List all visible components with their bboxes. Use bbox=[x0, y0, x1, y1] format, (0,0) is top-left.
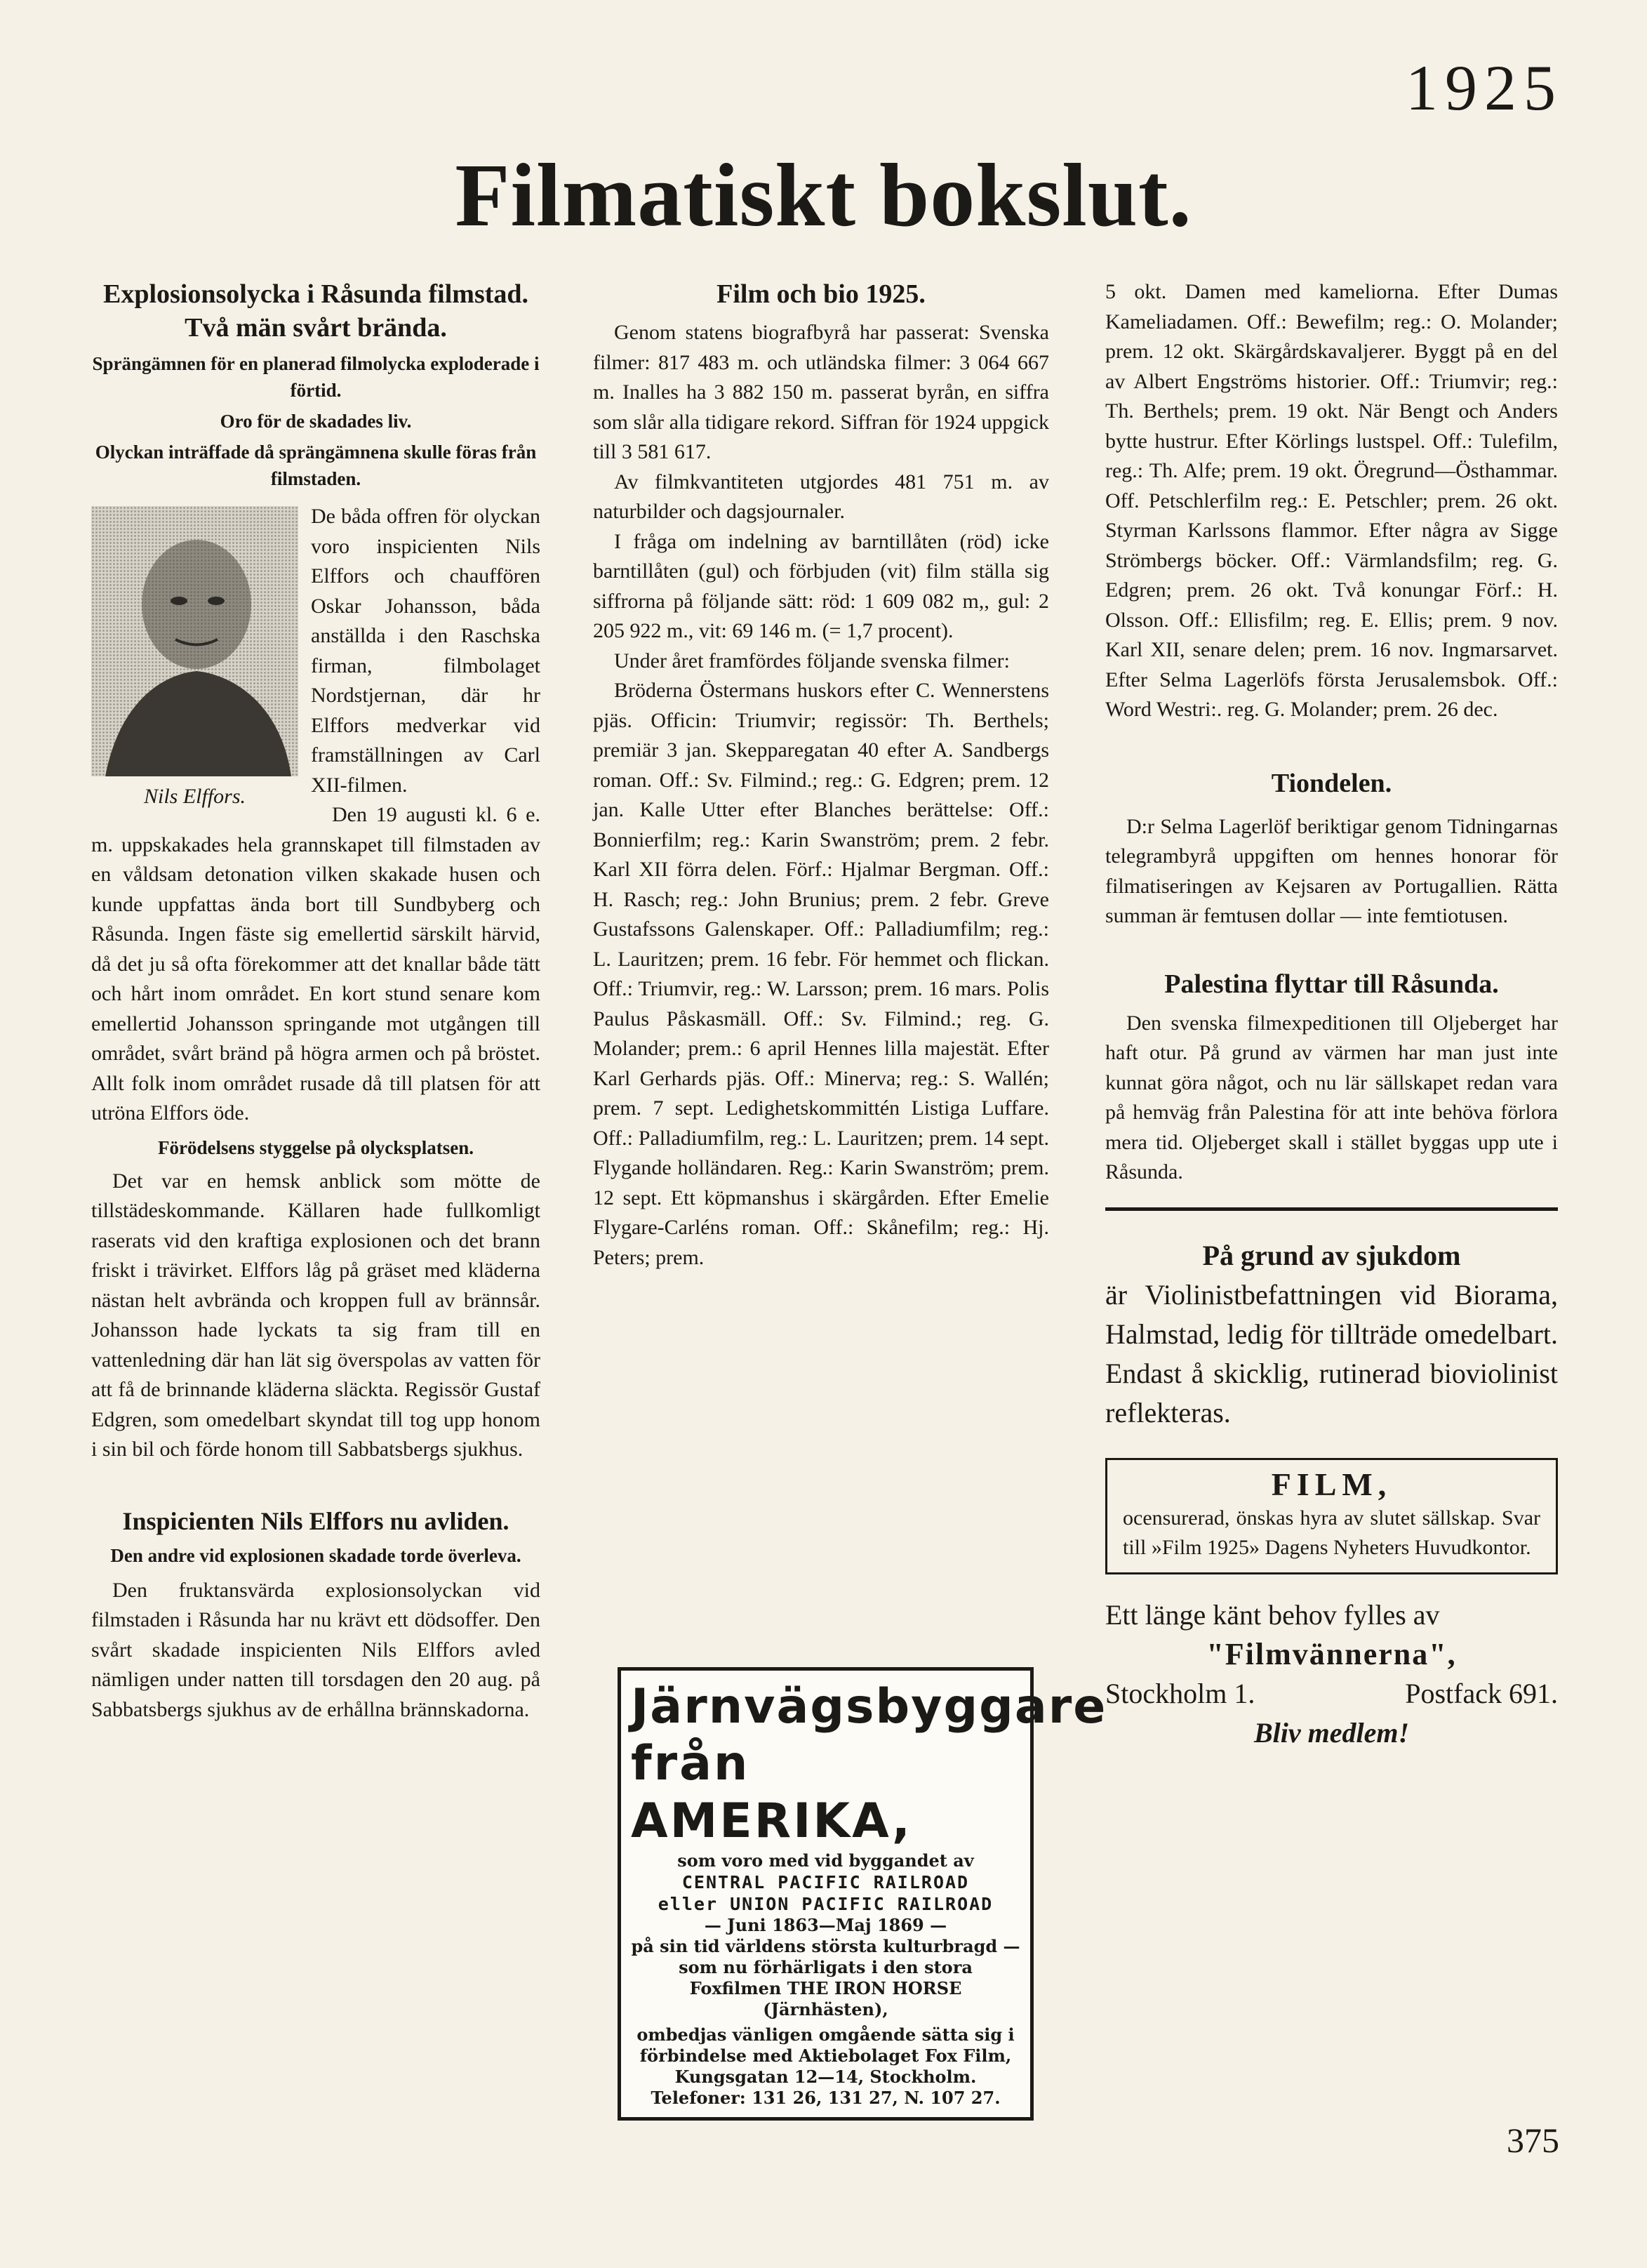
portrait-image bbox=[91, 506, 298, 776]
stats-paragraph-3: I fråga om indelning av barntillåten (röd) icke barntillåten (gul) och förbjuden (vit) film ställa sig siffrorna på följande sätt: röd: 1 609 082 m,, gul: 2 205 922 m., vit: 69 146 m. (= 1,7 procent). bbox=[593, 529, 1049, 642]
subheadline-5: Den andre vid explosionen skadade torde överleva. bbox=[110, 1544, 521, 1566]
headline-elffors: Inspicienten Nils Elffors nu avliden. bbox=[122, 1506, 509, 1535]
ad-film-text: ocensurerad, önskas hyra av slutet sällskap. Svar till »Film 1925» Dagens Nyheters Huvudkontor. bbox=[1123, 1506, 1540, 1559]
stats-paragraph-1: Genom statens biografbyrå har passerat: Svenska filmer: 817 483 m. och utländska filmer: 3 064 667 m. Inalles ha 3 882 150 m. passerat byrån, en siffra som slår alla tidigare rekord. Siffran för 1924 uppgick till 3 581 617. bbox=[593, 321, 1049, 463]
article-paragraph-3: Det var en hemsk anblick som mötte de tillstädeskommande. Källaren hade fullkomligt raserats vid den kraftiga explosionen och det brann friskt i trävirket. Elffors låg på gräset med kläderna nästan helt avbrända och kroppen full av brännsår. Johansson hade lyckats ta sig fram till en vattenledning där han lät sig överspolas av vatten för att få de brinnande kläderna släckta. Regissör Gustaf Edgren, som omedelbart skyndat till tog upp honom i sin bil och förde honom till Sabbatsbergs sjukhus. bbox=[91, 1169, 540, 1461]
subheadline-4: Förödelsens styggelse på olycksplatsen. bbox=[157, 1136, 474, 1158]
headline-explosion: Explosionsolycka i Råsunda filmstad. Två män svårt brända. bbox=[102, 279, 529, 343]
ad-film-box bbox=[1105, 1458, 1558, 1574]
article-paragraph-2: Den 19 augusti kl. 6 e. m. uppskakades hela grannskapet till filmstaden av en våldsam detonation vilken skakade husen och kunde uppfattas ända bort till Sundbyberg och Råsunda. Ingen fäste sig emellertid särskilt härvid, då det ju så ofta förekommer att det knallar både tätt och hårt inom området. En kort stund senare kom emellertid Johansson springande mot utgången till området, svårt bränd på högra armen och på bröstet. Allt folk inom området rusade då till platsen för att utröna Elffors öde. bbox=[91, 803, 540, 1125]
headline-film-bio: Film och bio 1925. bbox=[716, 279, 926, 309]
ad-railroad-line4: CENTRAL PACIFIC RAILROAD bbox=[681, 1872, 970, 1892]
photo-caption: Nils Elffors. bbox=[143, 785, 246, 808]
tiondelen-text: D:r Selma Lagerlöf beriktigar genom Tidningarnas telegrambyrå uppgiften om hennes honorar för filmatiseringen av Kejsaren av Portugallien. Rätta summan är femtusen dollar — inte femtiotusen. bbox=[1105, 814, 1558, 927]
headline-tiondelen: Tiondelen. bbox=[1271, 768, 1392, 798]
ad-railroad-line1: Järnvägsbyggare bbox=[631, 1679, 1107, 1735]
palestina-text: Den svenska filmexpeditionen till Oljeberget har haft otur. På grund av värmen har man just inte kunnat göra något, och nu lär sällskapet redan vara på hemväg från Palestina för att inte behöva förlora mera tid. Oljeberget skall i stället byggas upp ute i Råsunda. bbox=[1105, 1011, 1558, 1183]
article-paragraph-1: De båda offren för olyckan voro inspicienten Nils Elffors och chauffören Oskar Johansson, båda anställda i den Raschska firman, filmbolaget Nordstjernan, där hr Elffors medverkar vid framställningen av Carl XII-filmen. bbox=[311, 505, 540, 797]
subheadline-1: Sprängämnen för en planerad filmolycka exploderade i förtid. bbox=[92, 353, 540, 401]
ad-railroad-line2: från AMERIKA, bbox=[631, 1736, 912, 1849]
member-name: "Filmvännerna", bbox=[1206, 1636, 1457, 1671]
column-3 bbox=[1105, 277, 1558, 1753]
column-2 bbox=[593, 277, 1049, 1273]
headline-palestina: Palestina flyttar till Råsunda. bbox=[1164, 969, 1499, 999]
subheadline-3: Olyckan inträffade då sprängämnena skulle föras från filmstaden. bbox=[95, 442, 537, 489]
film-list-continued: 5 okt. Damen med kameliorna. Efter Dumas Kameliadamen. Off.: Bewefilm; reg.: O. Molander; prem. 12 okt. Skärgårdskavaljerer. Byggt på en del av Albert Engströms historier. Off.: Triumvir; reg.: Th. Berthels; prem. 19 okt. När Bengt och Anders bytte hustrur. Efter Körlings lustspel. Off.: Tulefilm, reg.: Th. Alfe; prem. 19 okt. Öregrund—Östhammar. Off. Petschlerfilm reg.: E. Petschler; prem. 26 okt. Styrman Karlssons flammor. Efter några av Sigge Strömbergs böcker. Off.: Värmlandsfilm; reg. G. Edgren; prem. 26 okt. Två konungar Förf.: H. Olsson. Off.: Ellisfilm; reg. E. Ellis; prem. 9 nov. Karl XII, senare delen; prem. 16 nov. Ingmarsarvet. Efter Selma Lagerlöfs första Jerusalemsbok. Off.: Word Westri:. reg. G. Molander; prem. 26 dec. bbox=[1105, 280, 1558, 721]
stats-paragraph-4: Under året framfördes följande svenska filmer: bbox=[614, 649, 1010, 672]
ad-railroad-line8: ombedjas vänligen omgående sätta sig i förbindelse med Aktiebolaget Fox Film, Kungsgatan 12—14, Stockholm. Telefoner: 131 26, 131 27, N. 107 27. bbox=[636, 2024, 1015, 2108]
ad-railroad-line7: på sin tid världens största kulturbragd — som nu förhärligats i den stora Foxfilmen THE IRON HORSE (Järnhästen), bbox=[631, 1936, 1020, 2020]
ad-film-title: FILM, bbox=[1271, 1466, 1392, 1502]
ad-railroad bbox=[618, 1667, 1107, 2121]
member-text: Ett länge känt behov fylles av bbox=[1105, 1598, 1440, 1631]
ad-railroad-line6: — Juni 1863—Maj 1869 — bbox=[704, 1915, 947, 1935]
stats-paragraph-2: Av filmkvantiteten utgjordes 481 751 m. av naturbilder och dagsjournaler. bbox=[593, 470, 1049, 523]
ad-violinist-text: är Violinistbefattningen vid Biorama, Halmstad, ledig för tillträde omedelbart. Endast å skicklig, rutinerad bioviolinist reflekteras. bbox=[1105, 1278, 1558, 1428]
page-title: Filmatiskt bokslut. bbox=[455, 145, 1192, 245]
page-number: 375 bbox=[1507, 2121, 1559, 2160]
member-city: Stockholm 1. bbox=[1105, 1677, 1255, 1709]
ad-railroad-line3: som voro med vid byggandet av bbox=[677, 1850, 974, 1871]
column-1 bbox=[91, 277, 540, 1725]
member-box: Postfack 691. bbox=[1405, 1677, 1558, 1709]
ad-filmvannerna bbox=[1105, 1596, 1558, 1753]
ad-violinist-head: På grund av sjukdom bbox=[1202, 1239, 1461, 1271]
year: 1925 bbox=[1406, 52, 1563, 124]
member-join: Bliv medlem! bbox=[1253, 1716, 1410, 1749]
ad-railroad-line5: eller UNION PACIFIC RAILROAD bbox=[658, 1894, 994, 1914]
film-list: Bröderna Östermans huskors efter C. Wennerstens pjäs. Officin: Triumvir; regissör: Th. Berthels; premiär 3 jan. Skepparegatan 40 efter A. Sandbergs roman. Off.: Sv. Filmind.; reg.: G. Edgren; prem. 12 jan. Kalle Utter efter Blanches berättelse: Off.: Bonnierfilm; reg.: Karin Swanström; prem. 2 febr. Karl XII förra delen. Förf.: Hjalmar Bergman. Off.: H. Rasch; reg.: John Brunius; prem. 2 febr. Greve Gustafssons Galenskaper. Off.: Palladiumfilm; reg.: L. Lauritzen; prem. 16 febr. För hemmet och flickan. Off.: Triumvir, reg.: W. Larsson; prem. 16 mars. Polis Paulus Påskasmäll. Off.: Sv. Filmind.; reg. G. Molander; prem.: 6 april Hennes lilla majestät. Efter Karl Gerhards pjäs. Off.: Minerva; reg.: S. Wallén; prem. 7 sept. Ledighetskommittén Listiga Luffare. Off.: Palladiumfilm, reg.: L. Lauritzen; prem. 14 sept. Flygande holländaren. Reg.: Karin Swanström; prem. 12 sept. Ett köpmanshus i skärgården. Efter Emelie Flygare-Carléns roman. Off.: Skånefilm; reg.: Hj. Peters; prem. bbox=[593, 679, 1049, 1269]
divider bbox=[1105, 1207, 1558, 1211]
ad-violinist bbox=[1105, 1236, 1558, 1433]
portrait-photo bbox=[91, 506, 298, 812]
subheadline-2: Oro för de skadades liv. bbox=[220, 411, 412, 432]
article-paragraph-4: Den fruktansvärda explosionsolyckan vid filmstaden i Råsunda har nu krävt ett dödsoffer. Den svårt skadade inspicienten Nils Elffors avled nämligen under natten till torsdagen den 20 aug. på Sabbatsbergs sjukhus av de erhållna brännskadorna. bbox=[91, 1578, 540, 1721]
